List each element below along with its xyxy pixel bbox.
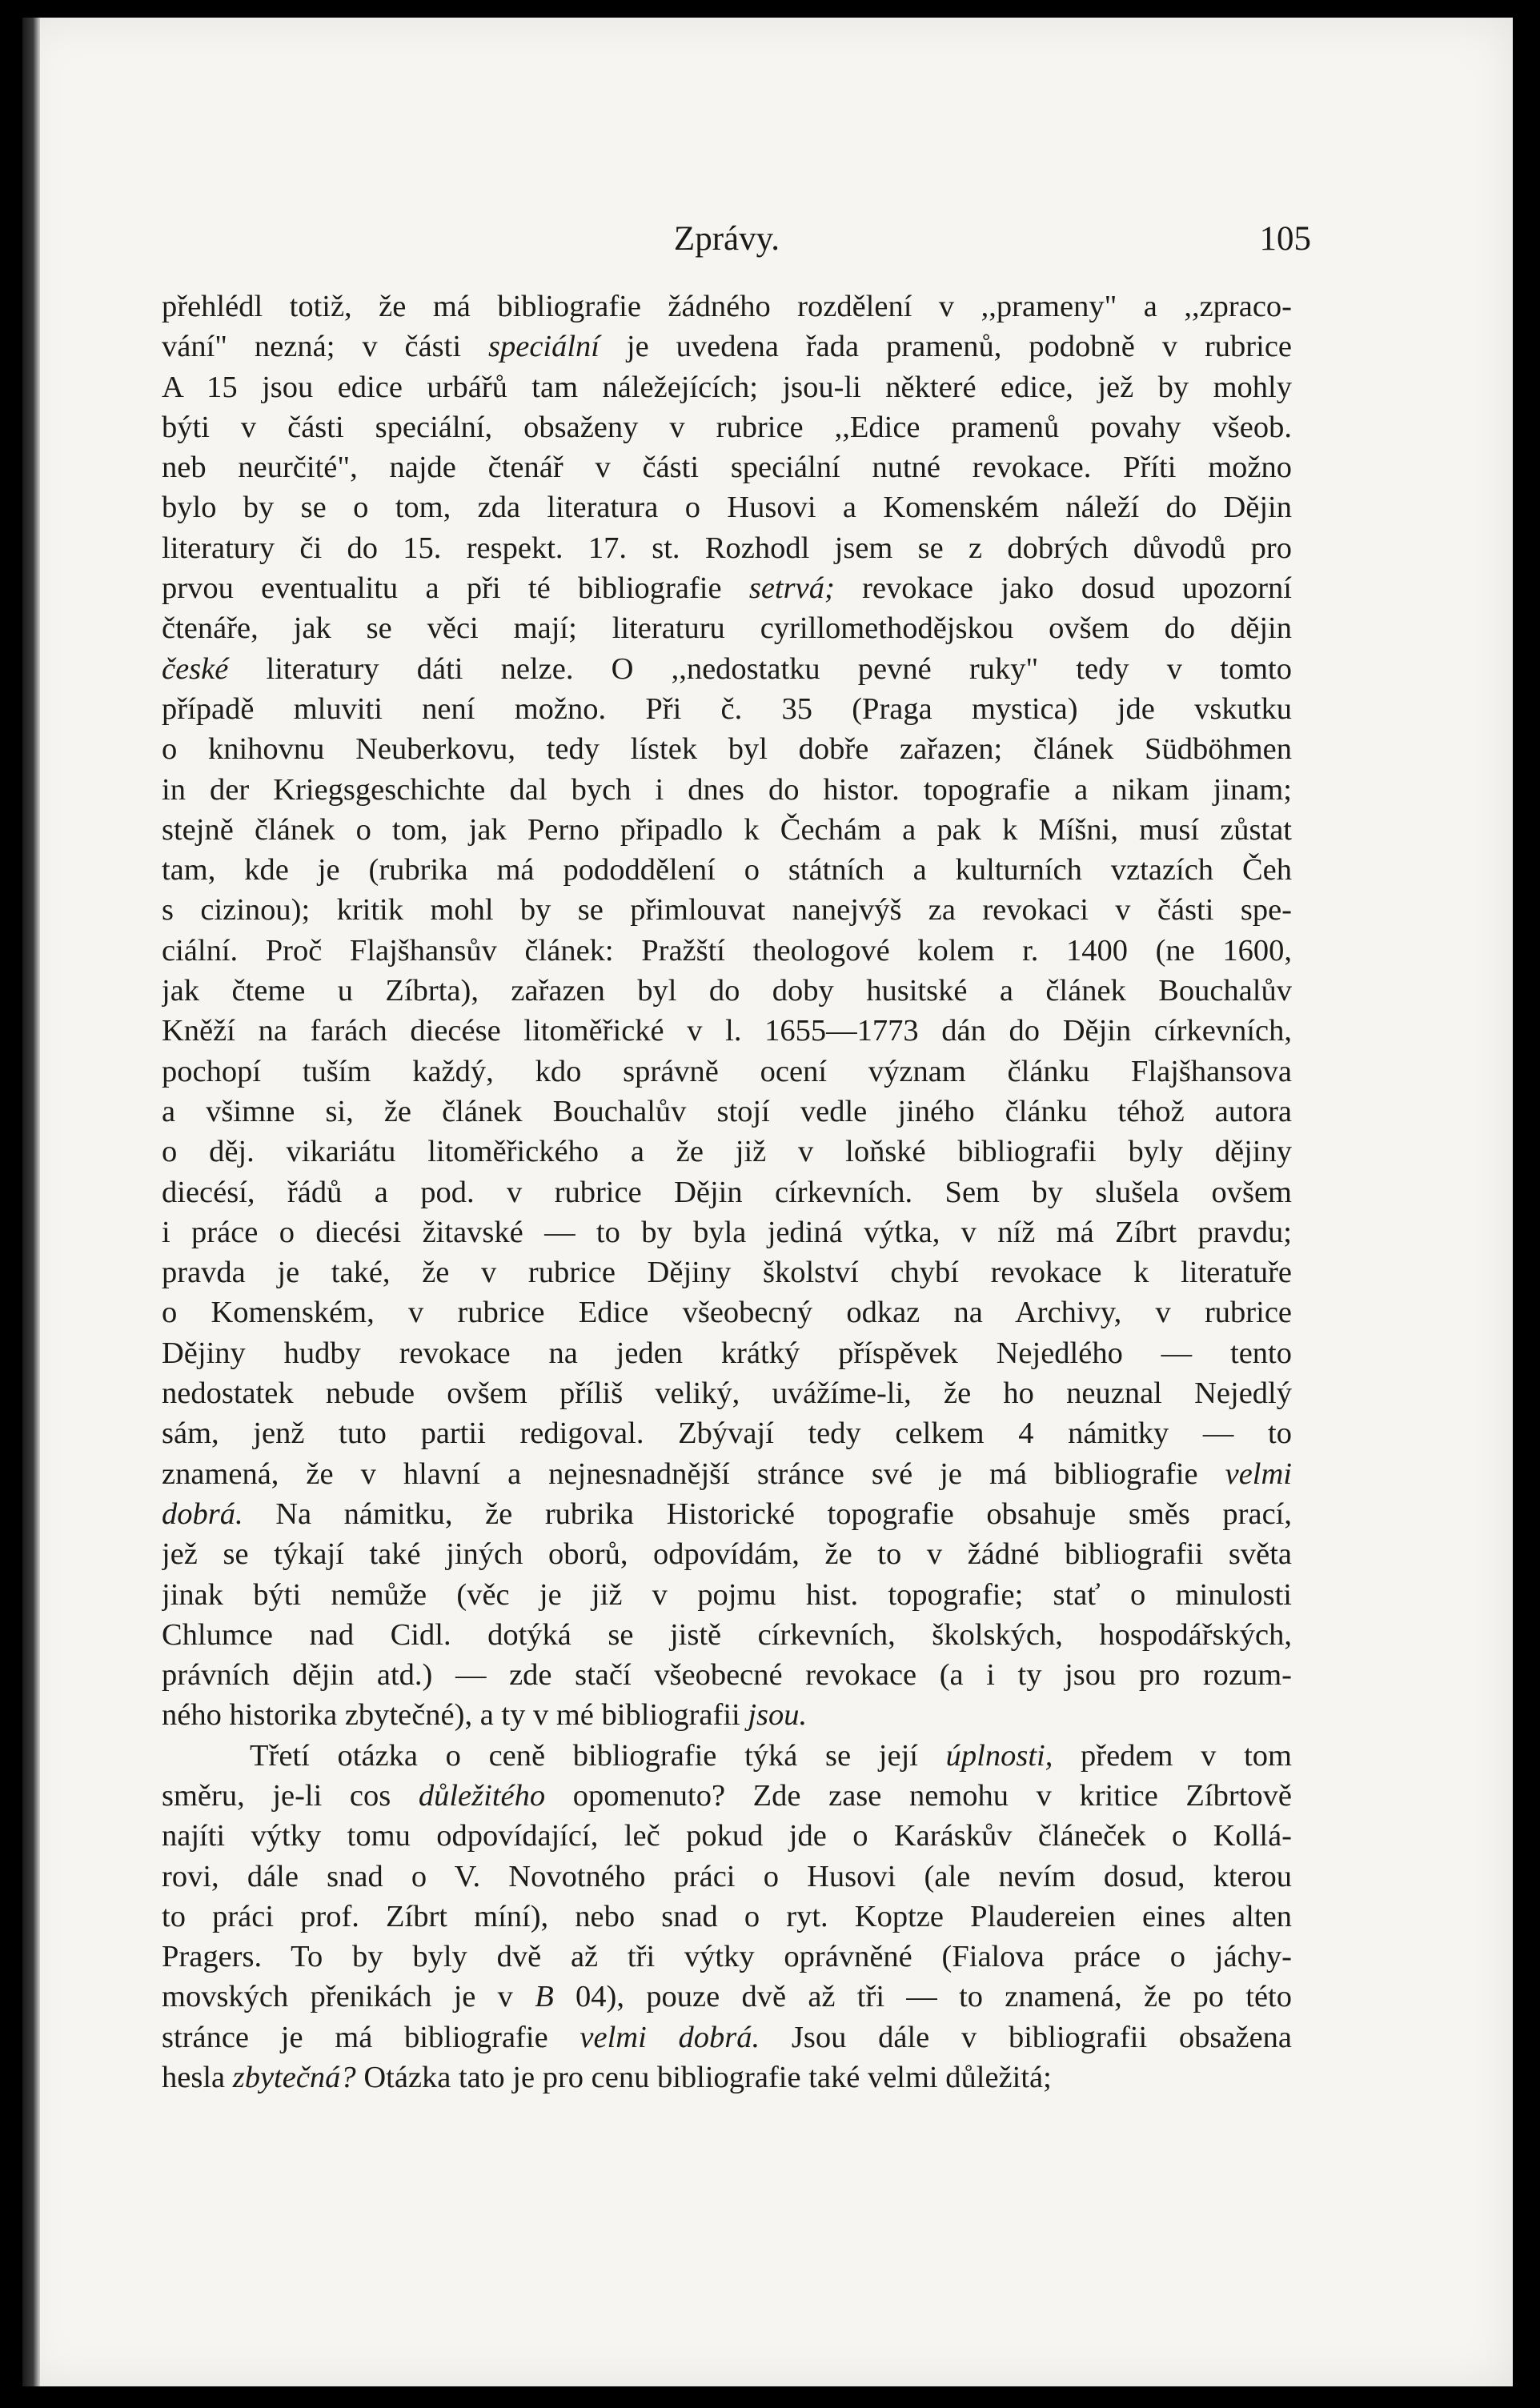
text-run: předem v tom [1053, 1738, 1292, 1773]
text-run: přehlédl totiž, že má bibliografie žádného rozdělení v ,,prameny" a ,,zpraco- [162, 290, 1292, 323]
text-line [162, 1736, 1292, 1776]
text-run: o knihovnu Neuberkovu, tedy lístek byl dobře zařazen; článek Südböhmen [162, 732, 1292, 767]
text-line [162, 810, 1292, 850]
text-run: in der Kriegsgeschichte dal bych i dnes do histor. topografie a nikam jinam; [162, 772, 1292, 807]
text-run: bylo by se o tom, zda literatura o Husovi a Komenském náleží do Dějin [162, 491, 1292, 525]
text-run: Třetí otázka o ceně bibliografie týká se její [250, 1738, 946, 1773]
text-line [162, 1897, 1292, 1937]
text-line [162, 447, 1292, 487]
text-line [162, 1776, 1292, 1816]
text-line [162, 1333, 1292, 1373]
text-line [162, 1413, 1292, 1453]
text-line [162, 1132, 1292, 1172]
text-line [162, 1292, 1292, 1332]
text-line [162, 528, 1292, 568]
text-line [162, 487, 1292, 527]
text-run: s cizinou); kritik mohl by se přimlouvat nanejvýš za revokaci v části spe- [162, 893, 1292, 928]
text-line [162, 286, 1292, 327]
text-line [162, 689, 1292, 729]
text-line [162, 729, 1292, 769]
text-run: důležitého [418, 1778, 546, 1813]
text-run: jež se týkají také jiných oborů, odpovídám, že to v žádné bibliografii světa [162, 1537, 1292, 1572]
text-run: velmi [1225, 1456, 1292, 1491]
text-run: Jsou dále v bibliografii obsažena [760, 2020, 1292, 2054]
text-run: čtenáře, jak se věci mají; literaturu cyrillomethodějskou ovšem do dějin [162, 611, 1292, 646]
text-line [162, 407, 1292, 447]
text-run: zbytečná? [232, 2061, 356, 2095]
text-run: jinak býti nemůže (věc je již v pojmu hist. topografie; stať o minulosti [162, 1577, 1292, 1612]
text-run: pochopí tuším každý, kdo správně ocení význam článku Flajšhansova [162, 1054, 1292, 1088]
text-run: revokace jako dosud upozorní [834, 571, 1292, 606]
text-run: i práce o diecési žitavské — to by byla jediná výtka, v níž má Zíbrt pravdu; [162, 1215, 1292, 1249]
body-text [162, 286, 1292, 2097]
text-run: najíti výtky tomu odpovídající, leč pokud jde o Karáskův článeček o Kollá- [162, 1819, 1292, 1853]
text-run: Chlumce nad Cidl. dotýká se jistě církevních, školských, hospodářských, [162, 1617, 1292, 1652]
text-run: tam, kde je (rubrika má pododdělení o státních a kulturních vztazích Čeh [162, 853, 1292, 887]
text-run: Kněží na farách diecése litoměřické v l. 1655—1773 dán do Dějin církevních, [162, 1014, 1292, 1048]
text-line [162, 1816, 1292, 1856]
text-line [162, 1052, 1292, 1092]
text-run: Dějiny hudby revokace na jeden krátký příspěvek Nejedlého — tento [162, 1336, 1292, 1370]
text-run: právních dějin atd.) — zde stačí všeobecné revokace (a i ty jsou pro rozum- [162, 1658, 1292, 1693]
text-run: Otázka tato je pro cenu bibliografie také velmi důležitá; [355, 2061, 1052, 2095]
text-run: o Komenském, v rubrice Edice všeobecný odkaz na Archivy, v rubrice [162, 1296, 1292, 1330]
running-head-title: Zprávy. [673, 220, 780, 258]
text-run: diecésí, řádů a pod. v rubrice Dějin církevních. Sem by slušela ovšem [162, 1175, 1292, 1209]
text-run: úplnosti, [945, 1738, 1053, 1773]
text-run: to práci prof. Zíbrt míní), nebo snad o ryt. Koptze Plaudereien eines alten [162, 1899, 1292, 1933]
text-run: směru, je-li cos [162, 1778, 419, 1813]
text-run: dobrá. [162, 1496, 243, 1531]
text-line [162, 1092, 1292, 1132]
text-line [162, 1857, 1292, 1897]
page-number: 105 [1259, 220, 1311, 258]
text-run: nedostatek nebude ovšem příliš veliký, uvážíme-li, že ho neuznal Nejedlý [162, 1376, 1292, 1411]
page-edge-shadow [22, 18, 40, 2386]
text-line [162, 1695, 1292, 1735]
text-run: sám, jenž tuto partii redigoval. Zbývají tedy celkem 4 námitky — to [162, 1416, 1292, 1451]
text-line [162, 1212, 1292, 1252]
text-run: býti v části speciální, obsaženy v rubrice ,,Edice pramenů povahy všeob. [162, 410, 1292, 444]
text-run: ciální. Proč Flajšhansův článek: Pražští theologové kolem r. 1400 (ne 1600, [162, 933, 1292, 968]
text-line [162, 890, 1292, 930]
text-line [162, 1172, 1292, 1212]
text-run: setrvá; [748, 571, 835, 606]
text-line [162, 1252, 1292, 1292]
text-line [162, 850, 1292, 890]
text-line [162, 770, 1292, 810]
running-head [142, 219, 1311, 264]
text-run: velmi dobrá. [580, 2020, 760, 2054]
text-run: ného historika zbytečné), a ty v mé bibliografii [162, 1698, 748, 1733]
text-run: a všimne si, že článek Bouchalův stojí vedle jiného článku téhož autora [162, 1094, 1292, 1128]
text-line [162, 1937, 1292, 1977]
text-run: movských přenikách je v [162, 1980, 535, 2014]
text-run: literatury či do 15. respekt. 17. st. Rozhodl jsem se z dobrých důvodů pro [162, 531, 1292, 565]
text-run: A 15 jsou edice urbářů tam náležejících; jsou-li některé edice, jež by mohly [162, 370, 1292, 404]
text-run: jsou. [748, 1698, 808, 1733]
text-run: 04), pouze dvě až tři — to znamená, že po této [553, 1980, 1292, 2014]
text-run: speciální [488, 330, 600, 364]
text-line [162, 2017, 1292, 2057]
text-run: neb neurčité", najde čtenář v části speciální nutné revokace. Příti možno [162, 451, 1292, 485]
text-run: jak čteme u Zíbrta), zařazen byl do doby husitské a článek Bouchalův [162, 974, 1292, 1008]
text-line [162, 931, 1292, 971]
text-line [162, 1615, 1292, 1655]
text-line [162, 1534, 1292, 1574]
text-line [162, 649, 1292, 689]
text-run: pravda je také, že v rubrice Dějiny školství chybí revokace k literatuře [162, 1256, 1292, 1290]
text-line [162, 1454, 1292, 1494]
text-run: hesla [162, 2061, 233, 2095]
text-run: Pragers. To by byly dvě až tři výtky oprávněné (Fialova práce o jáchy- [162, 1940, 1292, 1974]
text-run: opomenuto? Zde zase nemohu v kritice Zíbrtově [545, 1778, 1292, 1813]
text-line [162, 1655, 1292, 1695]
text-line [162, 327, 1292, 367]
text-run: Na námitku, že rubrika Historické topografie obsahuje směs prací, [243, 1496, 1292, 1531]
text-run: B [535, 1980, 554, 2014]
text-line [162, 1494, 1292, 1534]
text-line [162, 971, 1292, 1011]
text-run: znamená, že v hlavní a nejnesnadnější stránce své je má bibliografie [162, 1456, 1225, 1491]
text-run: literatury dáti nelze. O ,,nedostatku pevné ruky" tedy v tomto [228, 651, 1292, 686]
text-line [162, 1373, 1292, 1413]
text-line [162, 1011, 1292, 1051]
text-run: rovi, dále snad o V. Novotného práci o Husovi (ale nevím dosud, kterou [162, 1859, 1292, 1893]
text-run: stránce je má bibliografie [162, 2020, 580, 2054]
text-line [162, 2057, 1292, 2097]
text-run: případě mluviti není možno. Při č. 35 (Praga mystica) jde vskutku [162, 691, 1292, 726]
text-line [162, 367, 1292, 407]
text-run: české [162, 651, 229, 686]
text-line [162, 608, 1292, 648]
book-page [22, 18, 1513, 2386]
text-line [162, 1575, 1292, 1615]
text-run: je uvedena řada pramenů, podobně v rubrice [600, 330, 1292, 364]
text-run: prvou eventualitu a při té bibliografie [162, 571, 749, 606]
text-run: stejně článek o tom, jak Perno připadlo k Čechám a pak k Míšni, musí zůstat [162, 812, 1292, 847]
text-line [162, 568, 1292, 608]
text-run: o děj. vikariátu litoměřického a že již v loňské bibliografii byly dějiny [162, 1135, 1292, 1169]
text-line [162, 1977, 1292, 2017]
text-run: vání" nezná; v části [162, 330, 488, 364]
